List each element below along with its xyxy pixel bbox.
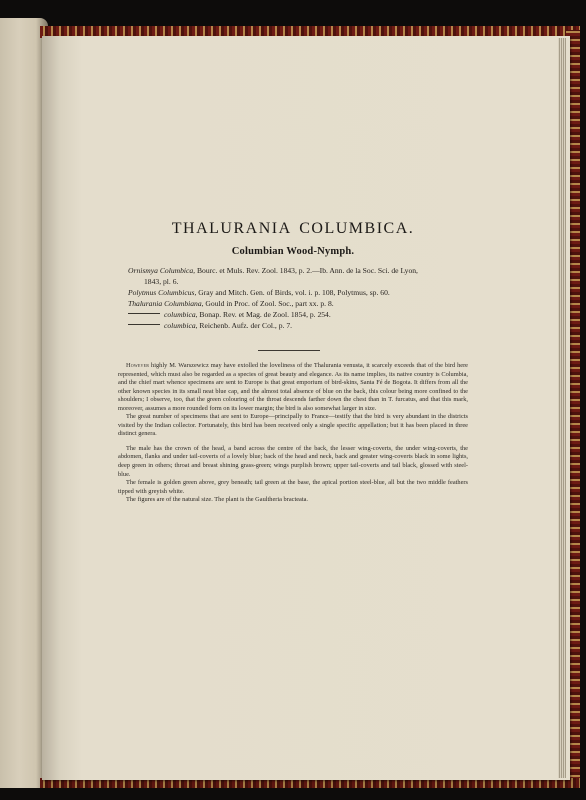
description-body [118, 362, 468, 505]
paragraph: The figures are of the natural size. The plant is the Gaultheria bracteata. [126, 496, 309, 504]
synonymy-list [128, 266, 468, 331]
paragraph: The male has the crown of the head, a band across the centre of the back, the lesser wing-coverts, the under wing-coverts, the abdomen, flanks and under tail-coverts of a lovely blue; back of the head and neck, back and greater wing-coverts black in some lights, deep green in others; throat and breast shining grass-green; wings purplish brown; upper tail-coverts and tail black, glossed with steel-blue. [118, 444, 468, 478]
synonymy-entry: Polytmus Columbicus, Gray and Mitch. Gen. of Birds, vol. i. p. 108, Polytmus, sp. 60. [128, 287, 390, 297]
left-facing-page [0, 18, 48, 788]
synonymy-entry: Thalurania Columbiana, Gould in Proc. of Zool. Soc., part xx. p. 8. [128, 298, 334, 308]
common-name: Columbian Wood-Nymph. [231, 246, 355, 257]
synonymy-entry: columbica, Bonap. Rev. et Mag. de Zool. 1854, p. 254. [128, 310, 468, 321]
synonymy-entry: 1843, pl. 6. [144, 276, 179, 286]
paragraph: However highly M. Warszewicz may have extolled the loveliness of the Thalurania venusta, it scarcely exceeds that of the bird here represented, which must also be regarded as a species of great beauty and elegance. As its name implies, its native country is Columbia, and the chief mart whence specimens are sent to Europe is that great emporium of bird-skins, Santa Fé de Bogota. It differs from all the other known species in its small neat blue cap, and the almost total absence of blue on the back, this colour being more confined to the shoulders; I observe, too, that the green colouring of the throat descends farther down the chest than in T. furcatus, and that this mark, moreover, assumes a more rounded form on its lower margin; the bird is also somewhat larger in size. [118, 362, 468, 412]
paragraph: The female is golden green above, grey beneath; tail green at the base, the apical portion steel-blue, all but the two middle feathers tipped with greyish white. [118, 479, 468, 495]
synonymy-entry: Ornismya Columbica, Bourc. et Muls. Rev. Zool. 1843, p. 2.—Ib. Ann. de la Soc. Sci. de Lyon, [128, 266, 418, 275]
synonymy-entry: columbica, Reichenb. Aufz. der Col., p. 7. [128, 321, 468, 332]
section-divider [258, 350, 320, 351]
page-edges [558, 38, 566, 778]
paragraph: The great number of specimens that are sent to Europe—principally to France—testify that the bird is very abundant in the districts visited by the Indian collector. Fortunately, this bird has been received only a single specific appellation; but it has been placed in three distinct genera. [118, 413, 468, 438]
species-title: THALURANIA COLUMBICA. [171, 220, 415, 237]
